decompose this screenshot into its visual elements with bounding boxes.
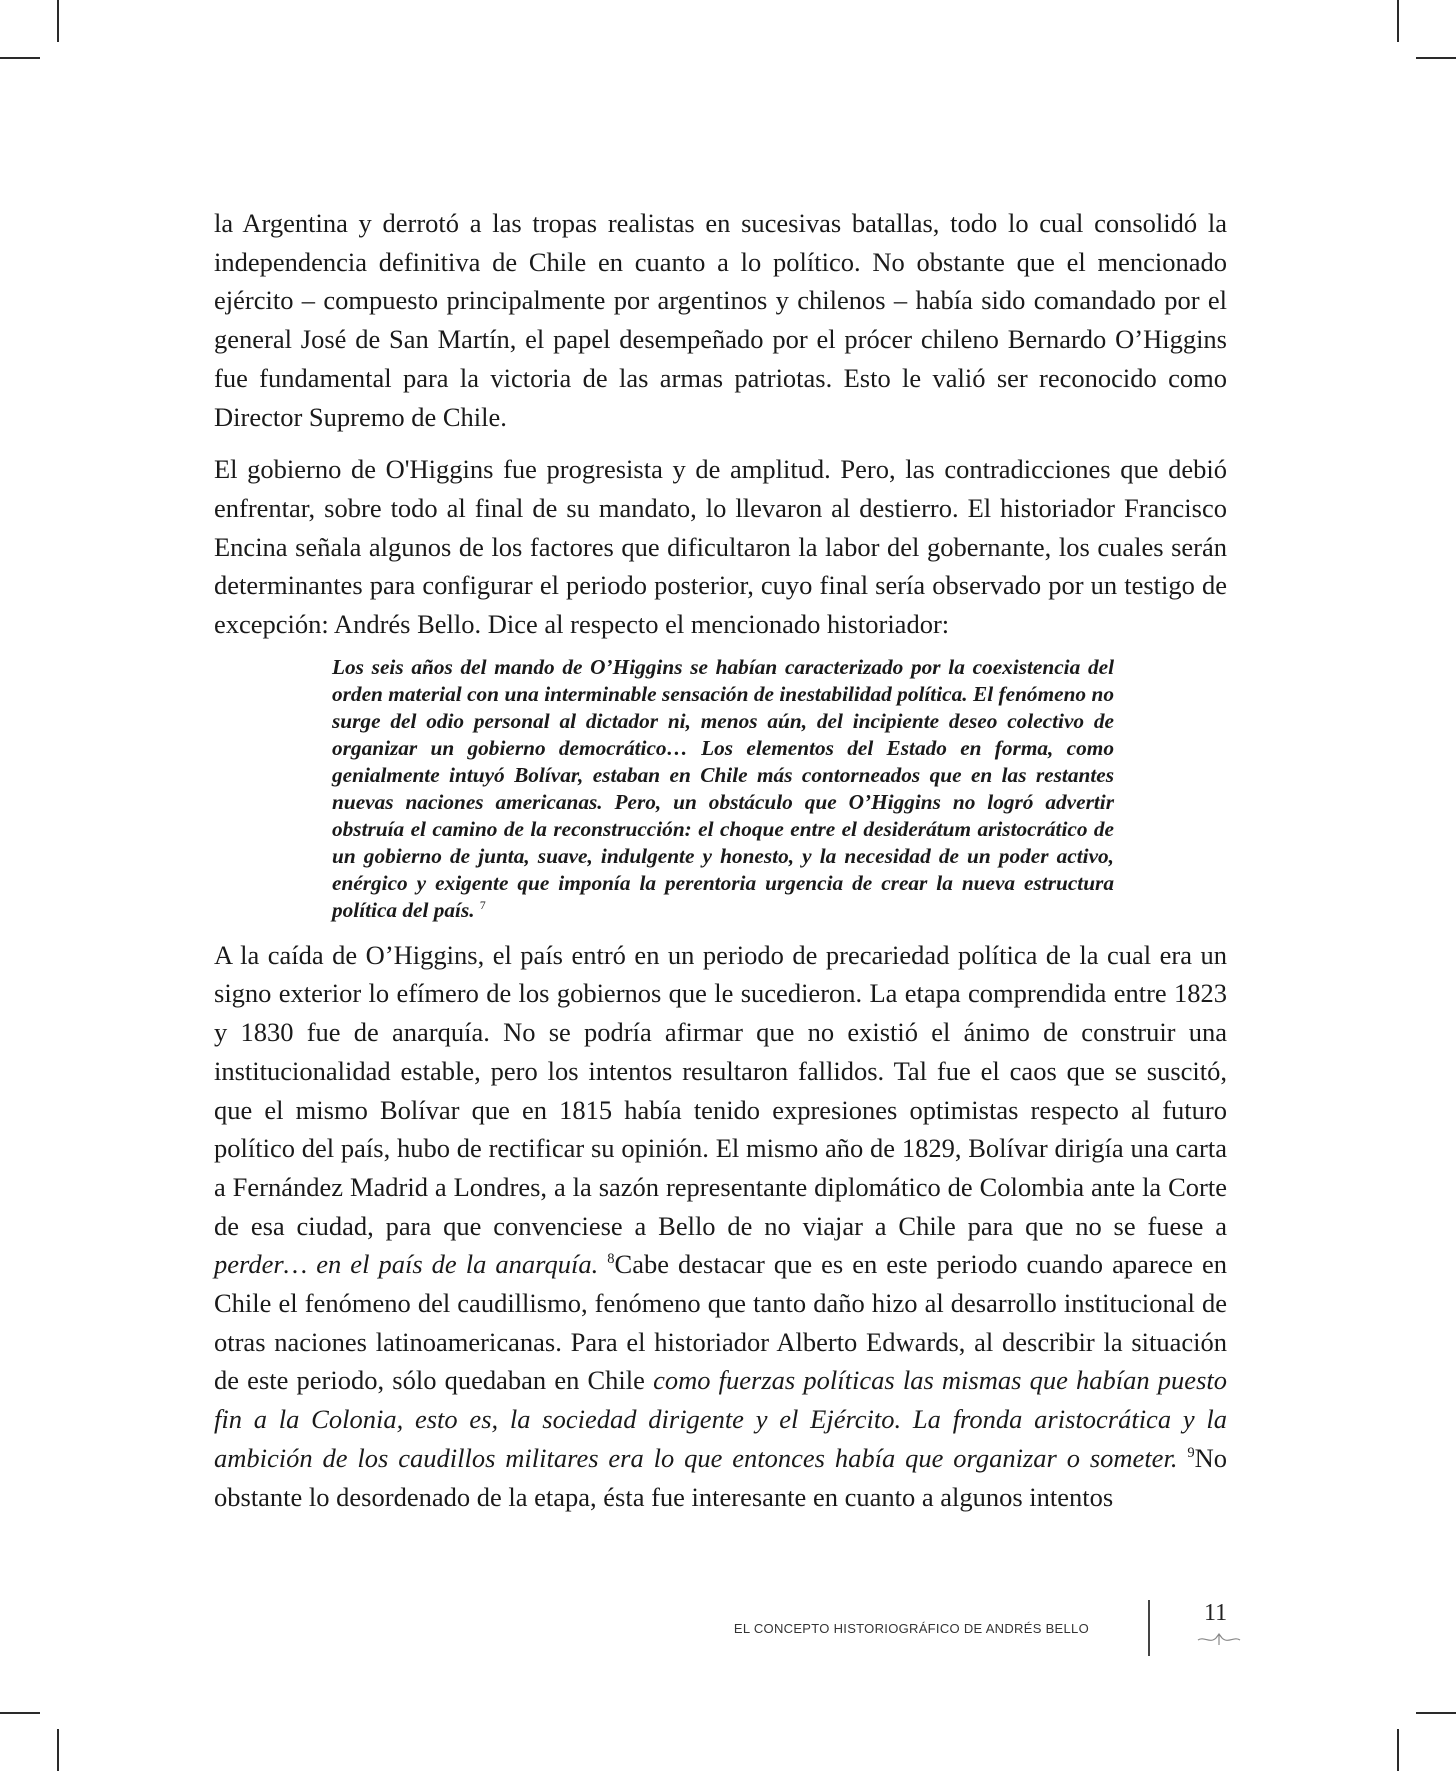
crop-mark-bottom-right-horizontal [1416,1712,1456,1714]
paragraph-3-part-1: A la caída de O’Higgins, el país entró en un periodo de precariedad política de la cual era un signo exterior lo efímero de los gobiernos que le sucedieron. La etapa comprendida entre 1823 y 1830 fue de anarquía. No se podría afirmar que no existió el ánimo de construir una institucionalidad estable, pero los intentos resultaron fallidos. Tal fue el caos que se suscitó, que el mismo Bolívar que en 1815 había tenido expresiones optimistas respecto al futuro político del país, hubo de rectificar su opinión. El mismo año de 1829, Bolívar dirigía una carta a Fernández Madrid a Londres, a la sazón representante diplomático de Colombia ante la Corte de esa ciudad, para que convenciese a Bello de no viajar a Chile para que no se fuese a [214,939,1227,1241]
footer-divider [1148,1600,1150,1656]
paragraph-3-part-3: No obstante lo desordenado de la etapa, ésta fue interesante en cuanto a algunos intentos [214,1442,1228,1512]
paragraph-3-part-2: Cabe destacar que es en este periodo cuando aparece en Chile el fenómeno del caudillismo, fenómeno que tanto daño hizo al desarrollo institucional de otras naciones latinoamericanas. Para el historiador Alberto Edwards, al describir la situación de este periodo, sólo quedaban en Chile [214,1249,1228,1396]
paragraph-3 [214,936,1227,1517]
crop-mark-top-right-vertical [1397,0,1399,42]
paragraph-2: El gobierno de O'Higgins fue progresista y de amplitud. Pero, las contradicciones que debió enfrentar, sobre todo al final de su mandato, lo llevaron al destierro. El historiador Francisco Encina señala algunos de los factores que dificultaron la labor del gobernante, los cuales serán determinantes para configurar el periodo posterior, cuyo final sería observado por un testigo de excepción: Andrés Bello. Dice al respecto el mencionado historiador: [214,454,1227,640]
crop-mark-bottom-right-vertical [1397,1729,1399,1771]
crop-mark-top-left-vertical [57,0,59,42]
page-footer [0,1600,1456,1680]
crop-mark-bottom-left-vertical [57,1729,59,1771]
footnote-ref-7: 7 [479,898,486,912]
footnote-ref-9: 9 [1187,1444,1195,1461]
decorative-flourish-icon [1196,1632,1242,1646]
crop-mark-top-right-horizontal [1416,57,1456,59]
crop-mark-top-left-horizontal [0,57,40,59]
quote-inline-1: perder… en el país de la anarquía. [214,1249,599,1280]
quote-inline-2: como fuerzas políticas las mismas que habían puesto fin a la Colonia, esto es, la sociedad dirigente y el Ejército. La fronda aristocrática y la ambición de los caudillos militares era lo que entonces había que organizar o someter. [214,1365,1227,1473]
page-number: 11 [1204,1600,1228,1626]
body-text [214,204,1227,1516]
crop-mark-bottom-left-horizontal [0,1712,40,1714]
paragraph-1: la Argentina y derrotó a las tropas realistas en sucesivas batallas, todo lo cual consolidó la independencia definitiva de Chile en cuanto a lo político. No obstante que el mencionado ejército – compuesto principalmente por argentinos y chilenos – había sido comandado por el general José de San Martín, el papel desempeñado por el prócer chileno Bernardo O’Higgins fue fundamental para la victoria de las armas patriotas. Esto le valió ser reconocido como Director Supremo de Chile. [214,208,1227,432]
footnote-ref-8: 8 [607,1251,615,1268]
block-quote [214,654,1227,924]
running-title: EL CONCEPTO HISTORIOGRÁFICO DE ANDRÉS BELLO [733,1621,1089,1636]
quote-text: Los seis años del mando de O’Higgins se habían caracterizado por la coexistencia del orden material con una interminable sensación de inestabilidad política. El fenómeno no surge del odio personal al dictador ni, menos aún, del incipiente deseo colectivo de organizar un gobierno democrático… Los elementos del Estado en forma, como genialmente intuyó Bolívar, estaban en Chile más contorneados que en las restantes nuevas naciones americanas. Pero, un obstáculo que O’Higgins no logró advertir obstruía el camino de la reconstrucción: el choque entre el desiderátum aristocrático de un gobierno de junta, suave, indulgente y honesto, y la necesidad de un poder activo, enérgico y exigente que imponía la perentoria urgencia de crear la nueva estructura política del país. [332,654,1114,922]
